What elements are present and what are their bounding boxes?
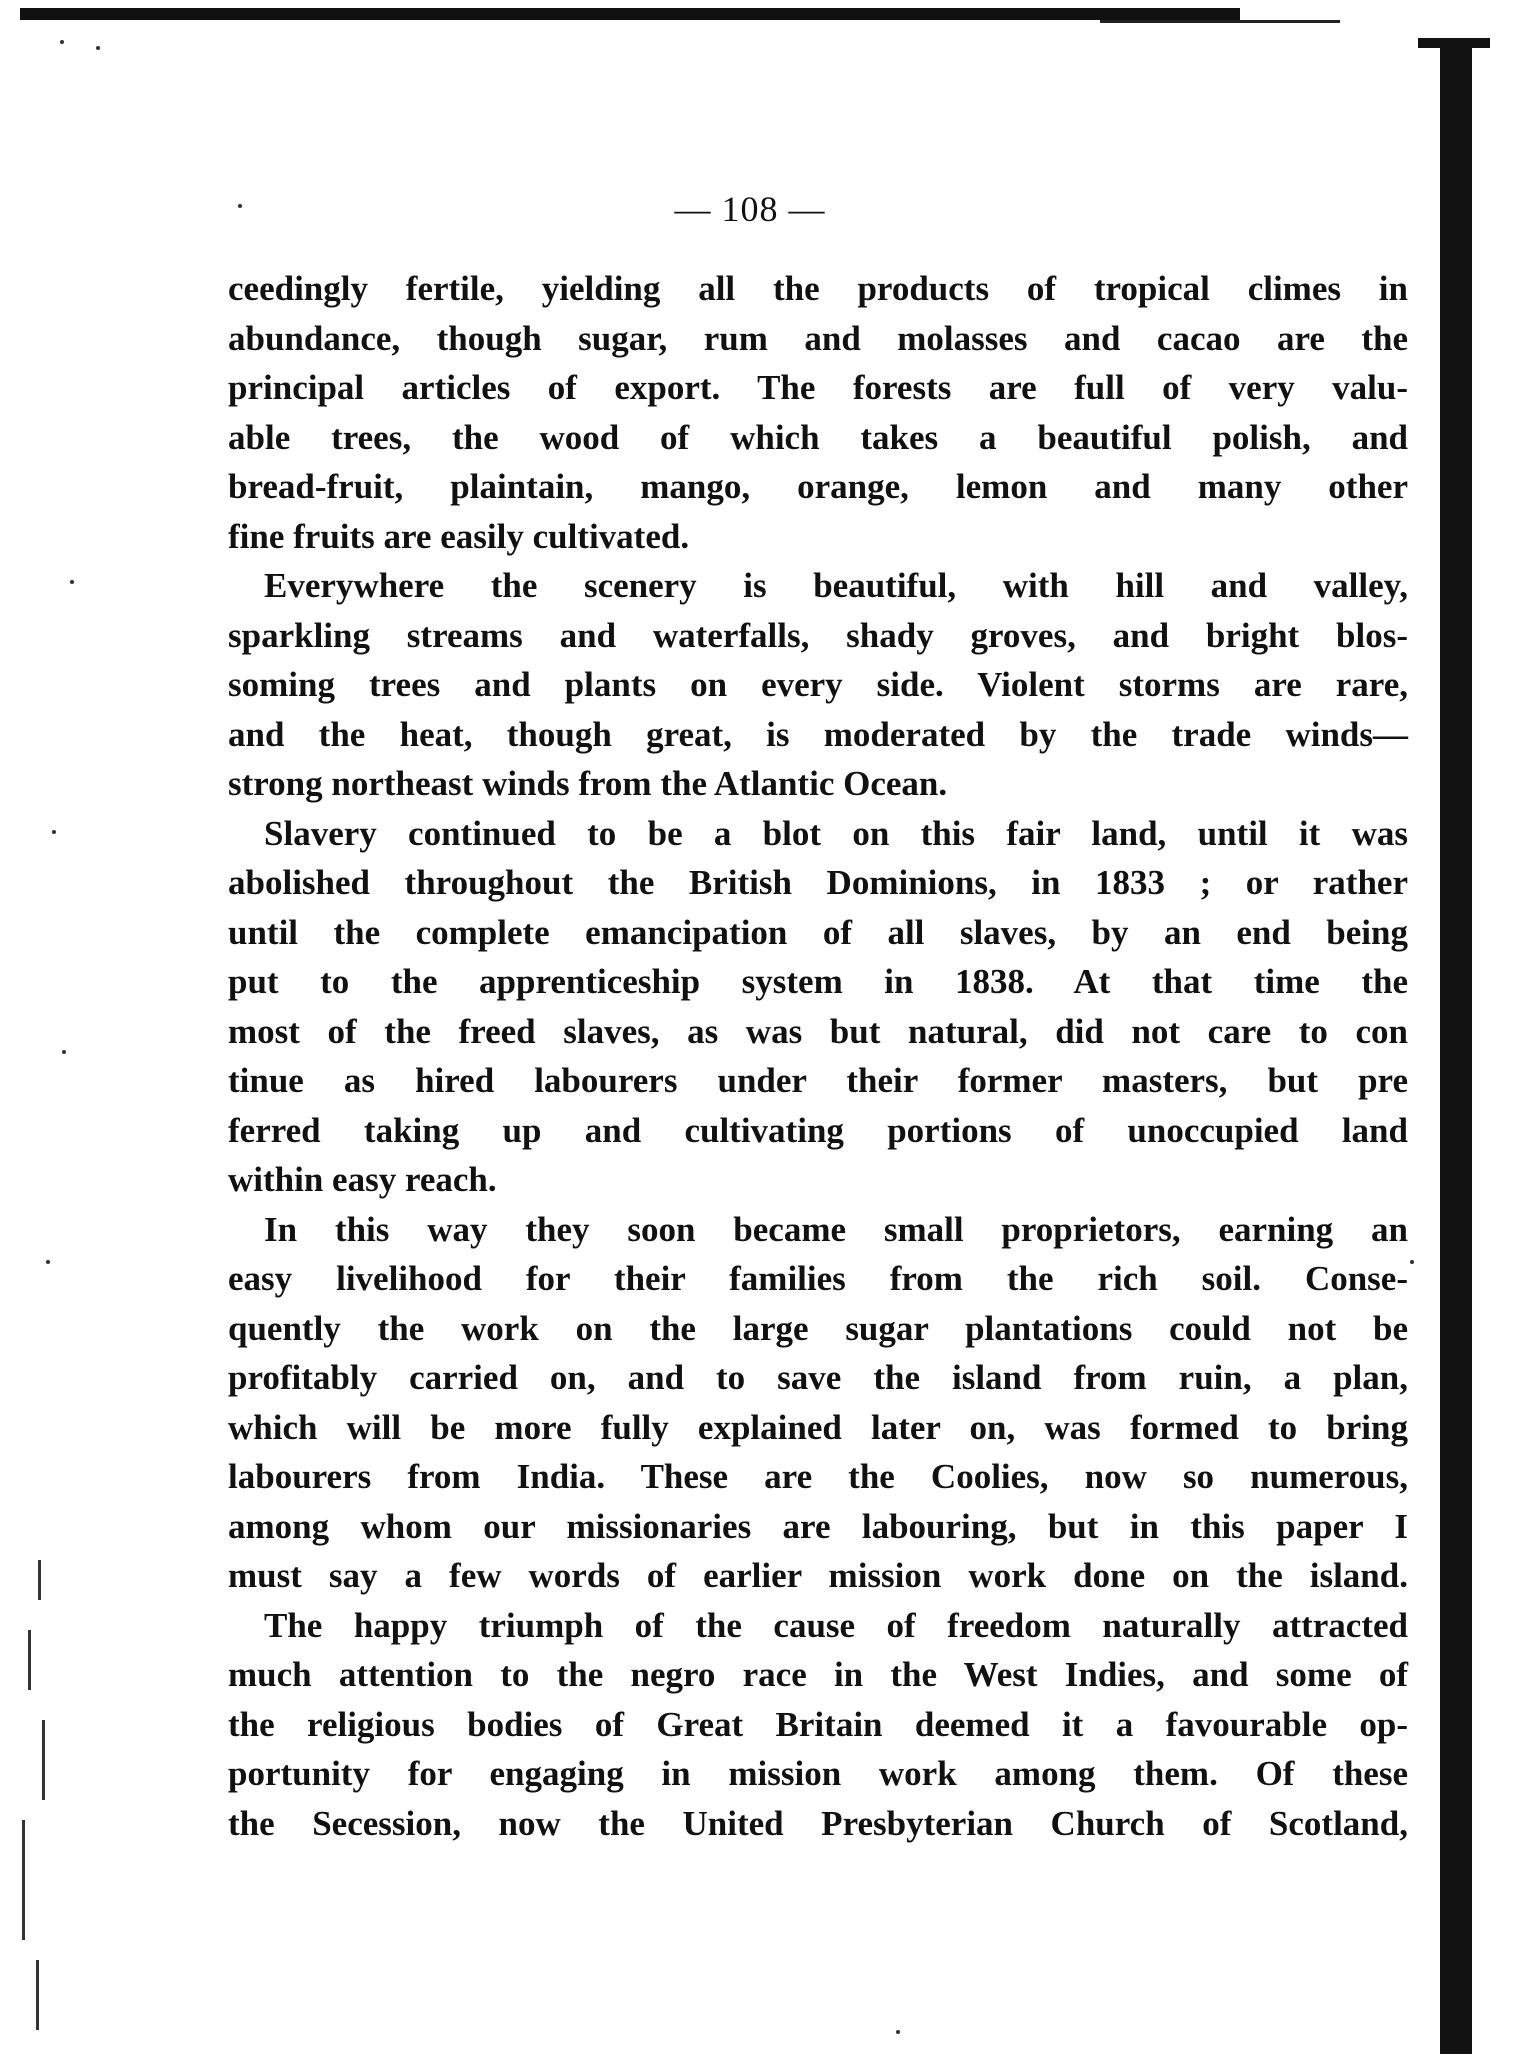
body-text [228, 264, 1408, 1848]
scan-speck [62, 1050, 66, 1054]
text-line: easy livelihood for their families from the rich soil. Conse- [228, 1259, 1408, 1298]
binding-edge [1440, 40, 1472, 2054]
text-line: sparkling streams and waterfalls, shady groves, and bright blos- [228, 615, 1408, 655]
text-line: principal articles of export. The forests are full of very valu- [228, 368, 1408, 407]
text-line: labourers from India. These are the Coolies, now so numerous, [228, 1457, 1408, 1496]
paragraph-1 [228, 264, 1408, 561]
page-number: — 108 — [674, 189, 826, 229]
text-line: most of the freed slaves, as was but natural, did not care to con [228, 1011, 1408, 1051]
text-line: must say a few words of earlier mission work done on the island. [228, 1556, 1408, 1595]
top-scan-border-thin [1100, 20, 1340, 23]
paragraph-2 [228, 561, 1408, 809]
scan-speck [1410, 1260, 1414, 1264]
text-line: which will be more fully explained later on, was formed to bring [228, 1407, 1408, 1447]
top-scan-border [20, 8, 1240, 20]
text-line: soming trees and plants on every side. Violent storms are rare, [228, 665, 1408, 704]
text-line: portunity for engaging in mission work among them. Of these [228, 1754, 1408, 1793]
paragraph-5 [228, 1601, 1408, 1849]
text-line: put to the apprenticeship system in 1838. At that time the [228, 962, 1408, 1001]
scan-speck [70, 580, 74, 584]
text-line: profitably carried on, and to save the island from ruin, a plan, [228, 1358, 1408, 1397]
text-line: among whom our missionaries are labouring, but in this paper I [228, 1506, 1408, 1546]
text-line: Slavery continued to be a blot on this fair land, until it was [264, 813, 1408, 853]
text-line: ceedingly fertile, yielding all the products of tropical climes in [228, 269, 1408, 308]
text-line: abundance, though sugar, rum and molasses and cacao are the [228, 318, 1408, 358]
binding-gutter-marks [8, 1560, 52, 2050]
text-line: until the complete emancipation of all slaves, by an end being [228, 912, 1408, 952]
text-line: ferred taking up and cultivating portions of unoccupied land [228, 1110, 1408, 1150]
scan-speck [52, 830, 56, 834]
scan-speck [60, 40, 64, 44]
text-line: within easy reach. [228, 1160, 497, 1199]
text-line: the Secession, now the United Presbyterian Church of Scotland, [228, 1803, 1408, 1843]
scan-speck [896, 2030, 900, 2034]
scan-speck [96, 46, 100, 50]
text-line: strong northeast winds from the Atlantic Ocean. [228, 764, 948, 803]
text-line: bread-fruit, plaintain, mango, orange, lemon and many other [228, 467, 1408, 506]
text-line: The happy triumph of the cause of freedom naturally attracted [264, 1605, 1408, 1645]
paragraph-4 [228, 1205, 1408, 1601]
text-line: quently the work on the large sugar plantations could not be [228, 1308, 1408, 1348]
paragraph-3 [228, 809, 1408, 1205]
text-line: fine fruits are easily cultivated. [228, 516, 690, 556]
text-line: able trees, the wood of which takes a beautiful polish, and [228, 417, 1408, 457]
text-line: the religious bodies of Great Britain deemed it a favourable op- [228, 1704, 1408, 1744]
text-line: Everywhere the scenery is beautiful, with hill and valley, [264, 566, 1408, 605]
text-line: and the heat, though great, is moderated by the trade winds— [228, 714, 1408, 754]
text-line: much attention to the negro race in the West Indies, and some of [228, 1655, 1408, 1694]
scan-speck [46, 1260, 50, 1264]
text-line: abolished throughout the British Dominions, in 1833 ; or rather [228, 863, 1408, 902]
text-line: tinue as hired labourers under their former masters, but pre [228, 1061, 1408, 1100]
text-line: In this way they soon became small proprietors, earning an [264, 1209, 1408, 1249]
